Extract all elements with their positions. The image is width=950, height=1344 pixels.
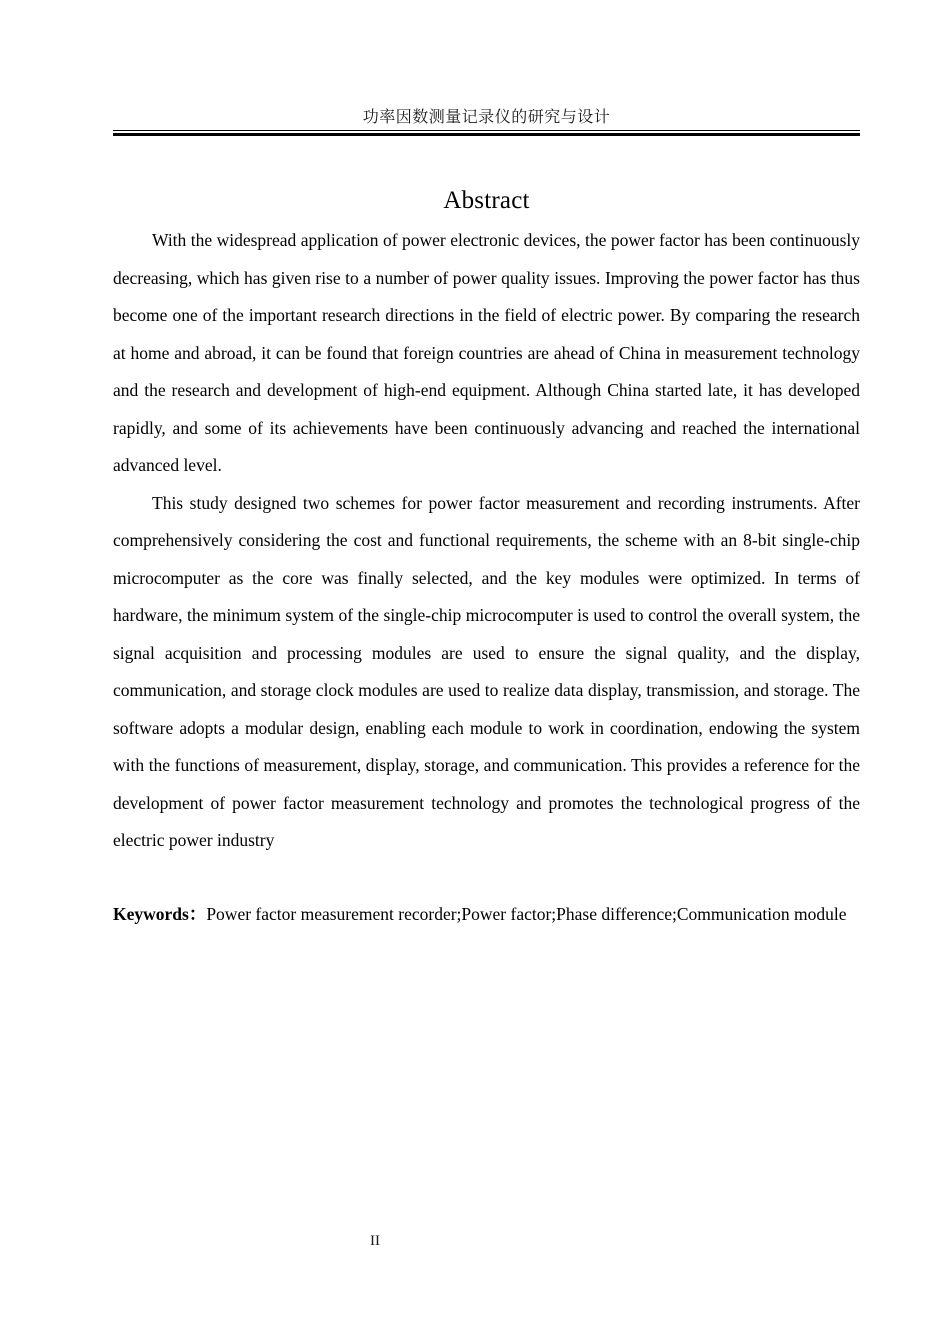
abstract-paragraph-1: With the widespread application of power electronic devices, the power factor has been continuously decreasing, which has given rise to a number of power quality issues. Improving the power factor has thus become one of the important research directions in the field of electric power. By comparing the research at home and abroad, it can be found that foreign countries are ahead of China in measurement technology and the research and development of high-end equipment. Although China started late, it has developed rapidly, and some of its achievements have been continuously advancing and reached the international advanced level.	[113, 230, 860, 475]
keywords-label: Keywords	[113, 903, 189, 924]
running-header-title: 功率因数测量记录仪的研究与设计	[362, 109, 611, 126]
header-double-rule	[113, 130, 860, 136]
running-header	[113, 108, 860, 136]
footer-page-number: II	[370, 1233, 380, 1249]
keywords-value: Power factor measurement recorder;Power factor;Phase difference;Communication module	[206, 903, 847, 924]
keywords-line	[113, 896, 860, 933]
abstract-body	[113, 222, 860, 933]
keywords-separator: ：	[188, 903, 207, 924]
page-title: Abstract	[443, 186, 530, 214]
header-rule-thick	[113, 133, 860, 136]
abstract-paragraph-2: This study designed two schemes for power factor measurement and recording instruments. After comprehensively considering the cost and functional requirements, the scheme with an 8-bit single-chip microcomputer as the core was finally selected, and the key modules were optimized. In terms of hardware, the minimum system of the single-chip microcomputer is used to control the overall system, the signal acquisition and processing modules are used to ensure the signal quality, and the display, communication, and storage clock modules are used to realize data display, transmission, and storage. The software adopts a modular design, enabling each module to work in coordination, endowing the system with the functions of measurement, display, storage, and communication. This provides a reference for the development of power factor measurement technology and promotes the technological progress of the electric power industry	[113, 492, 860, 850]
